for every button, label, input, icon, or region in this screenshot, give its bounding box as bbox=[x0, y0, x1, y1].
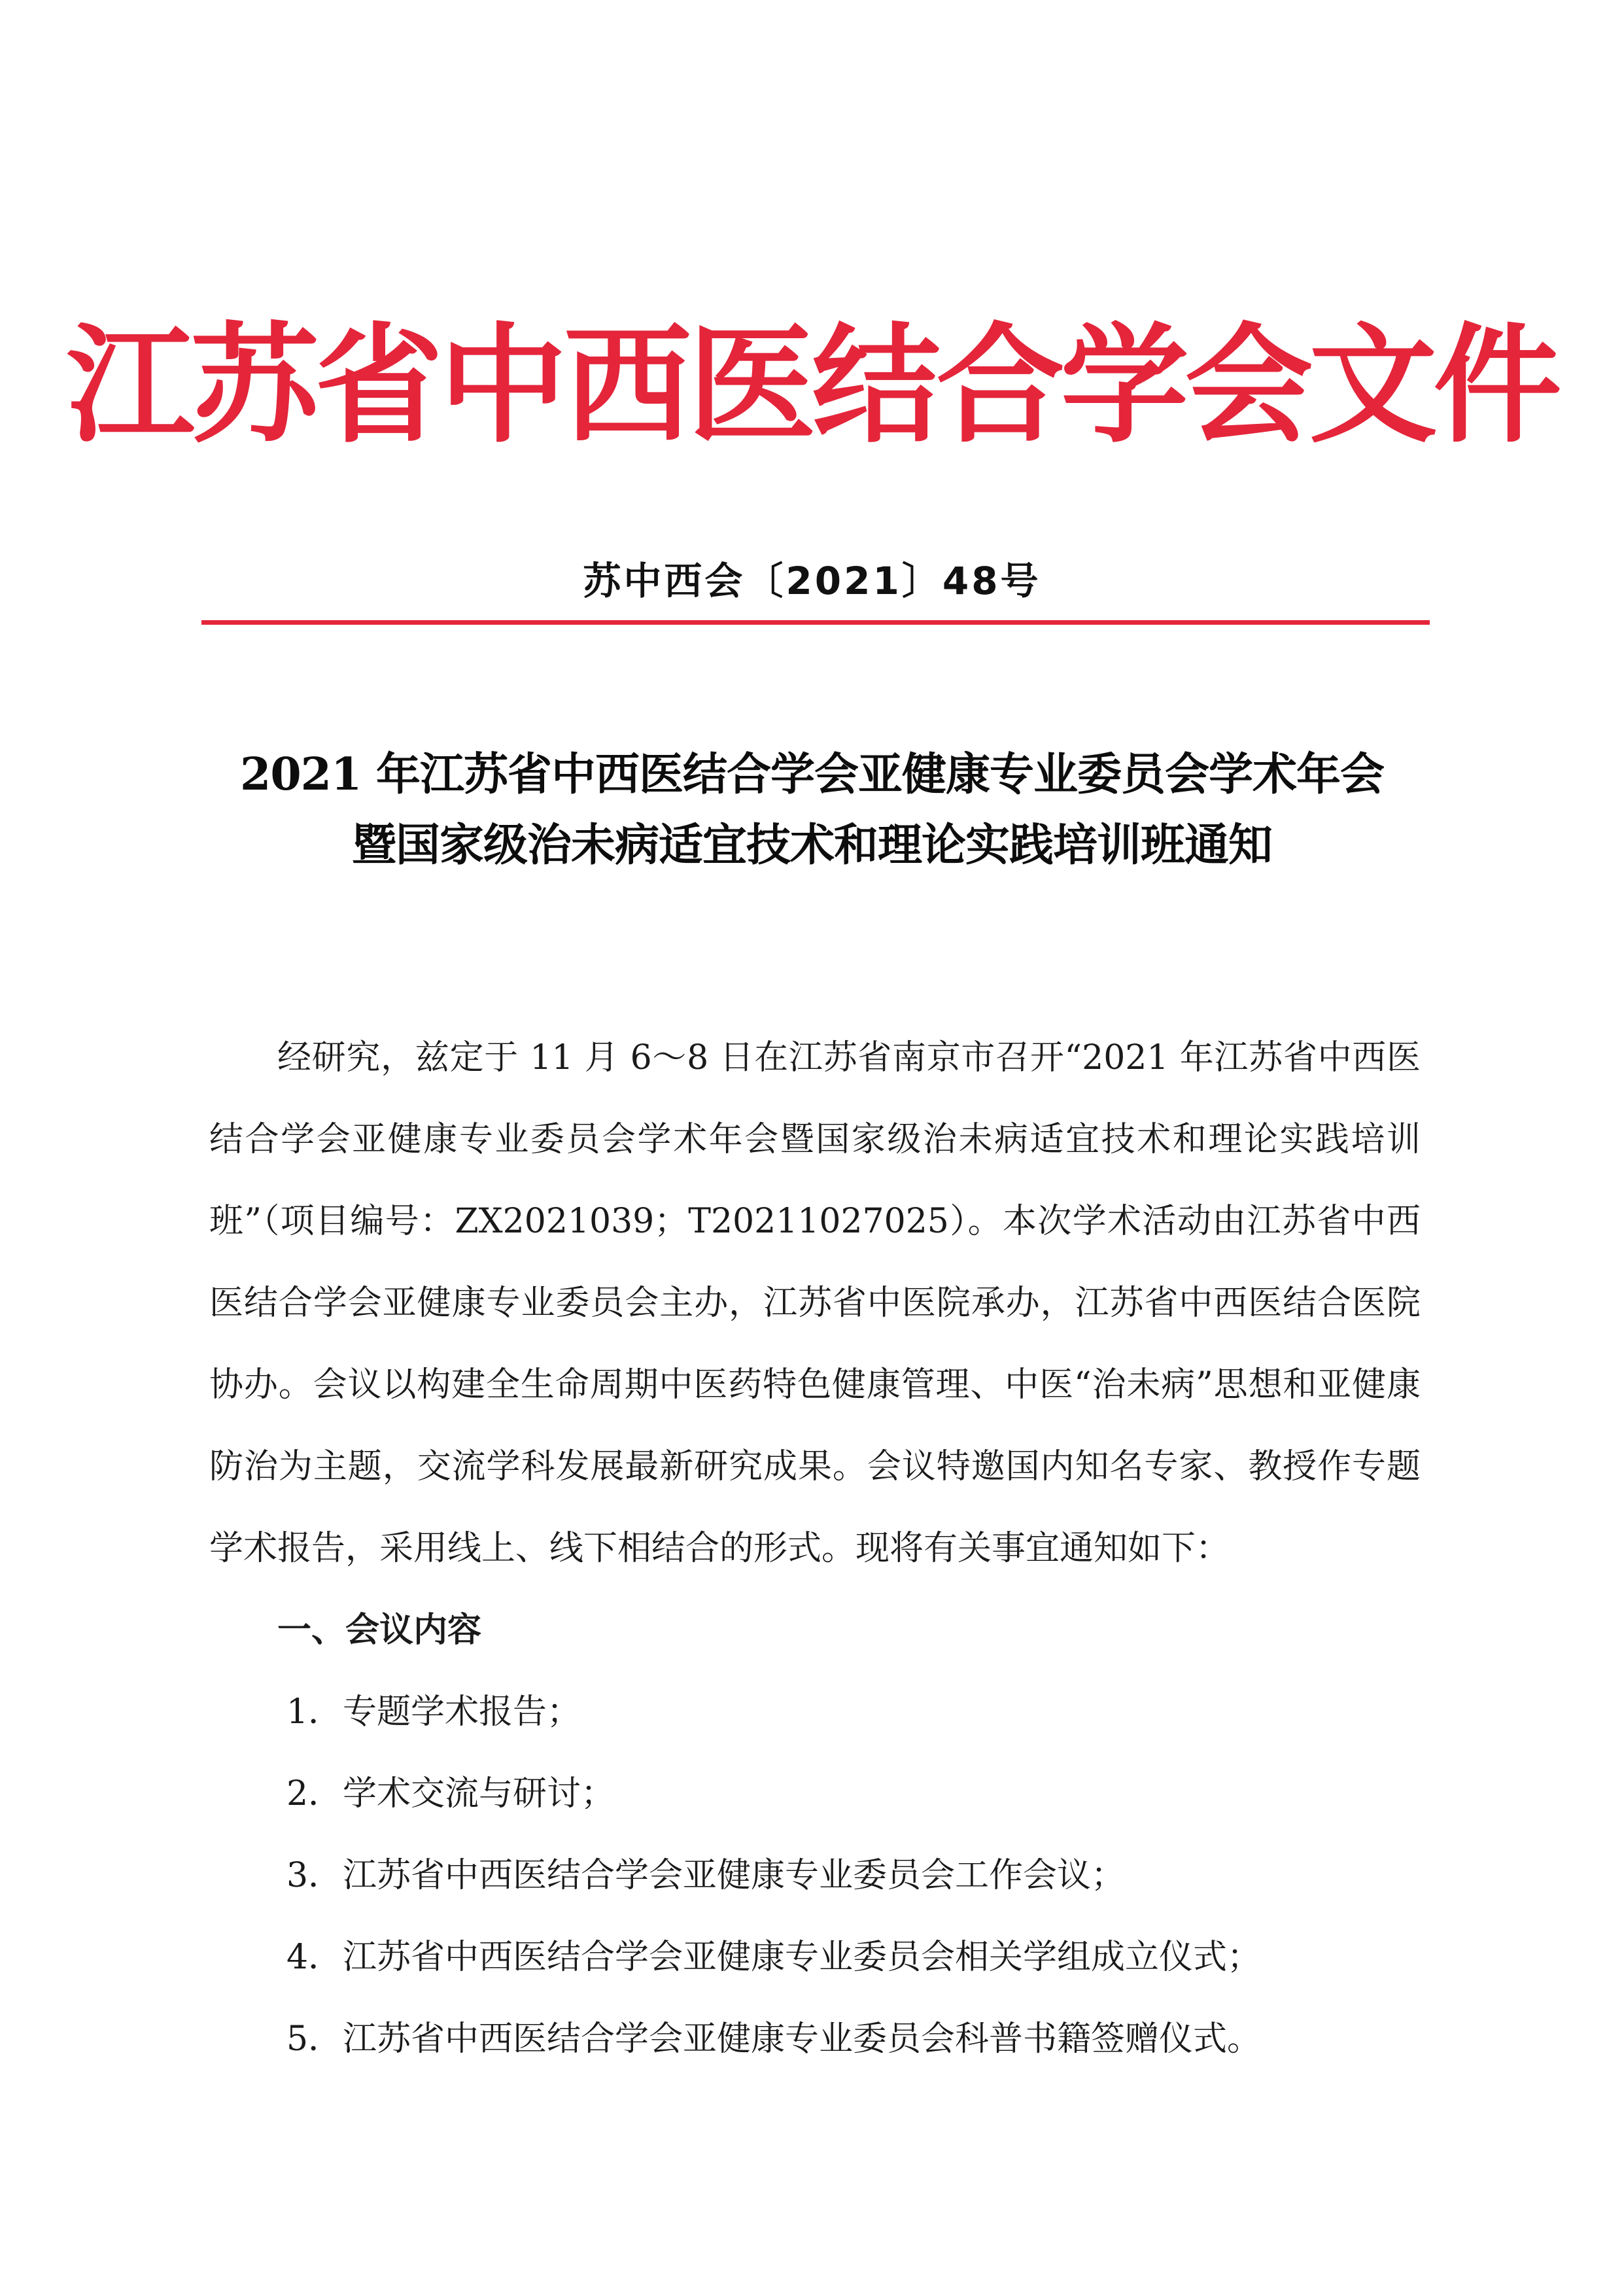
list-item-text: 江苏省中西医结合学会亚健康专业委员会工作会议； bbox=[343, 1856, 1126, 1895]
list-item bbox=[209, 1753, 1421, 1835]
red-divider-line bbox=[201, 620, 1430, 625]
list-item bbox=[209, 1835, 1421, 1917]
list-item-text: 学术交流与研讨； bbox=[343, 1774, 615, 1813]
list-item-text: 江苏省中西医结合学会亚健康专业委员会科普书籍签赠仪式。 bbox=[343, 2019, 1262, 2059]
list-item bbox=[209, 1671, 1421, 1753]
document-number: 苏中西会〔2021〕48号 bbox=[583, 559, 1041, 603]
list-item-number: 1． bbox=[286, 1692, 343, 1732]
notice-title bbox=[118, 739, 1506, 881]
list-item-text: 江苏省中西医结合学会亚健康专业委员会相关学组成立仪式； bbox=[343, 1938, 1262, 1977]
notice-title-line-2: 暨国家级治未病适宜技术和理论实践培训班通知 bbox=[351, 819, 1272, 871]
list-item-number: 3． bbox=[286, 1856, 343, 1895]
list-item-text: 专题学术报告； bbox=[343, 1692, 581, 1732]
document-body bbox=[209, 1017, 1421, 2080]
section-heading-meeting-content: 一、会议内容 bbox=[277, 1611, 482, 1650]
notice-title-line-1: 2021 年江苏省中西医结合学会亚健康专业委员会学术年会 bbox=[240, 748, 1384, 801]
list-item-number: 5． bbox=[286, 2019, 343, 2059]
list-item-number: 2． bbox=[286, 1774, 343, 1813]
document-masthead: 江苏省中西医结合学会文件 bbox=[66, 311, 1558, 461]
list-item-number: 4． bbox=[286, 1938, 343, 1977]
list-item bbox=[209, 1917, 1421, 1999]
list-item bbox=[209, 1999, 1421, 2080]
intro-paragraph: 经研究，兹定于 11 月 6～8 日在江苏省南京市召开“2021 年江苏省中西医结合学会亚健康专业委员会学术年会暨国家级治未病适宜技术和理论实践培训班”（项目编号：ZX2021039；T20211027025）。本次学术活动由江苏省中西医结合学会亚健康专业委员会主办，江苏省中医院承办，江苏省中西医结合医院协办。会议以构建全生命周期中医药特色健康管理、中医“治未病”思想和亚健康防治为主题，交流学科发展最新研究成果。会议特邀国内知名专家、教授作专题学术报告，采用线上、线下相结合的形式。现将有关事宜通知如下： bbox=[209, 1038, 1421, 1568]
